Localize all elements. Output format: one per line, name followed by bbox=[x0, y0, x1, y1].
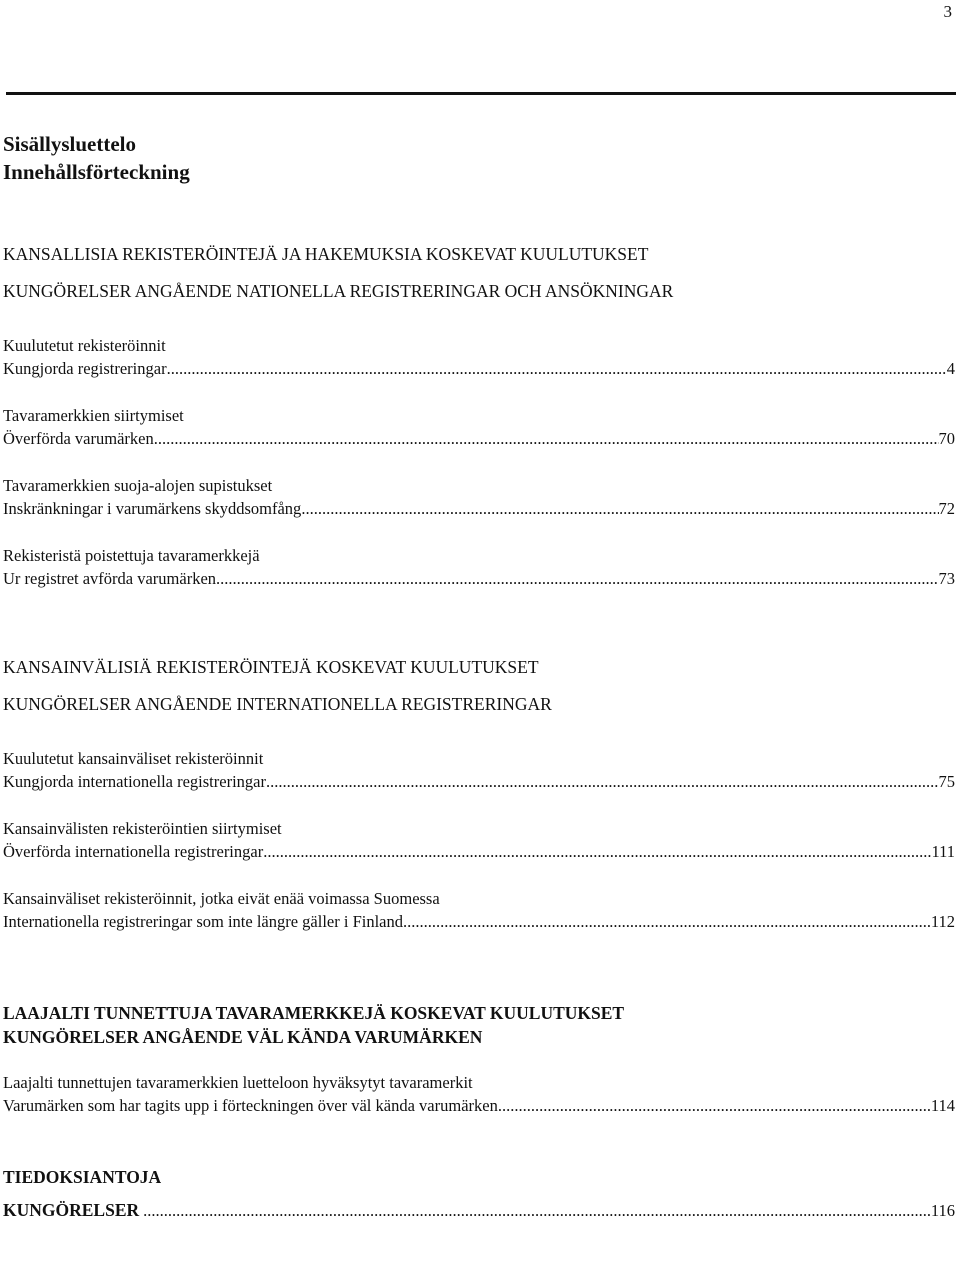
entry-page: 116 bbox=[930, 1201, 955, 1220]
leader-dots bbox=[167, 357, 947, 380]
toc-entry[interactable] bbox=[3, 334, 955, 380]
entry-page: 4 bbox=[946, 359, 955, 378]
section-heading-sv: KUNGÖRELSER ANGÅENDE NATIONELLA REGISTRERINGAR OCH ANSÖKNINGAR bbox=[3, 281, 674, 301]
section-international bbox=[3, 649, 955, 933]
entry-page: 75 bbox=[938, 772, 955, 791]
entry-page: 114 bbox=[930, 1096, 955, 1115]
header-rule bbox=[6, 92, 956, 95]
page-number: 3 bbox=[943, 2, 952, 21]
section-well-known bbox=[3, 1001, 955, 1117]
entry-label-sv: Varumärken som har tagits upp i förteckningen över väl kända varumärken bbox=[3, 1096, 498, 1115]
toc-title-block bbox=[3, 130, 955, 186]
section-heading-fi: LAAJALTI TUNNETTUJA TAVARAMERKKEJÄ KOSKEVAT KUULUTUKSET bbox=[3, 1003, 625, 1023]
entry-label-sv: Ur registret avförda varumärken bbox=[3, 569, 217, 588]
entry-line bbox=[3, 770, 955, 793]
toc-title-sv: Innehållsförteckning bbox=[3, 160, 190, 184]
entry-label-sv: Kungjorda internationella registreringar bbox=[3, 772, 266, 791]
toc-entry[interactable] bbox=[3, 404, 955, 450]
leader-dots bbox=[216, 567, 938, 590]
entry-label-sv: Överförda internationella registreringar bbox=[3, 842, 264, 861]
entry-label-fi: Tavaramerkkien siirtymiset bbox=[3, 406, 184, 425]
leader-dots bbox=[498, 1094, 931, 1117]
entry-label-sv: Inskränkningar i varumärkens skyddsomfång bbox=[3, 499, 302, 518]
entry-line bbox=[3, 910, 955, 933]
section-national bbox=[3, 236, 955, 590]
section-heading-sv: KUNGÖRELSER ANGÅENDE VÄL KÄNDA VARUMÄRKEN bbox=[3, 1027, 483, 1047]
entry-page: 70 bbox=[938, 429, 955, 448]
section-announcements[interactable] bbox=[3, 1165, 955, 1222]
toc-entry[interactable] bbox=[3, 817, 955, 863]
entry-label-fi: Kuulutetut rekisteröinnit bbox=[3, 336, 166, 355]
entry-page: 111 bbox=[931, 842, 955, 861]
entry-label-fi: Kansainvälisten rekisteröintien siirtymiset bbox=[3, 819, 282, 838]
section-heading-fi: TIEDOKSIANTOJA bbox=[3, 1167, 162, 1187]
section-heading-fi: KANSAINVÄLISIÄ REKISTERÖINTEJÄ KOSKEVAT KUULUTUKSET bbox=[3, 657, 539, 677]
entry-label-sv: Överförda varumärken bbox=[3, 429, 154, 448]
entry-line bbox=[3, 357, 955, 380]
entry-label-sv: Internationella registreringar som inte längre gäller i Finland bbox=[3, 912, 403, 931]
entry-line bbox=[3, 497, 955, 520]
entry-label-sv: Kungjorda registreringar bbox=[3, 359, 167, 378]
entry-line bbox=[3, 427, 955, 450]
entry-label-fi: Rekisteristä poistettuja tavaramerkkejä bbox=[3, 546, 260, 565]
toc-title-fi: Sisällysluettelo bbox=[3, 132, 137, 156]
leader-dots bbox=[263, 840, 931, 863]
entry-page: 112 bbox=[930, 912, 955, 931]
section-heading-sv: KUNGÖRELSER ANGÅENDE INTERNATIONELLA REGISTRERINGAR bbox=[3, 694, 552, 714]
toc-entry[interactable] bbox=[3, 747, 955, 793]
entry-line bbox=[3, 1199, 955, 1222]
toc-entry[interactable] bbox=[3, 544, 955, 590]
toc-entry[interactable] bbox=[3, 474, 955, 520]
leader-dots bbox=[139, 1199, 931, 1222]
table-of-contents bbox=[3, 130, 955, 1222]
leader-dots bbox=[301, 497, 938, 520]
toc-entry[interactable] bbox=[3, 887, 955, 933]
toc-entry[interactable] bbox=[3, 1071, 955, 1117]
entry-label-fi: Tavaramerkkien suoja-alojen supistukset bbox=[3, 476, 273, 495]
entry-line bbox=[3, 1094, 955, 1117]
entry-label-fi: Laajalti tunnettujen tavaramerkkien luetteloon hyväksytyt tavaramerkit bbox=[3, 1073, 473, 1092]
entry-label-fi: Kansainväliset rekisteröinnit, jotka eivät enää voimassa Suomessa bbox=[3, 889, 440, 908]
entry-line bbox=[3, 840, 955, 863]
section-heading-fi: KANSALLISIA REKISTERÖINTEJÄ JA HAKEMUKSIA KOSKEVAT KUULUTUKSET bbox=[3, 244, 649, 264]
entry-page: 73 bbox=[938, 569, 955, 588]
leader-dots bbox=[403, 910, 931, 933]
entry-label-fi: Kuulutetut kansainväliset rekisteröinnit bbox=[3, 749, 264, 768]
entry-page: 72 bbox=[938, 499, 955, 518]
entry-line bbox=[3, 567, 955, 590]
leader-dots bbox=[266, 770, 939, 793]
section-heading-sv: KUNGÖRELSER bbox=[3, 1200, 140, 1220]
leader-dots bbox=[154, 427, 939, 450]
